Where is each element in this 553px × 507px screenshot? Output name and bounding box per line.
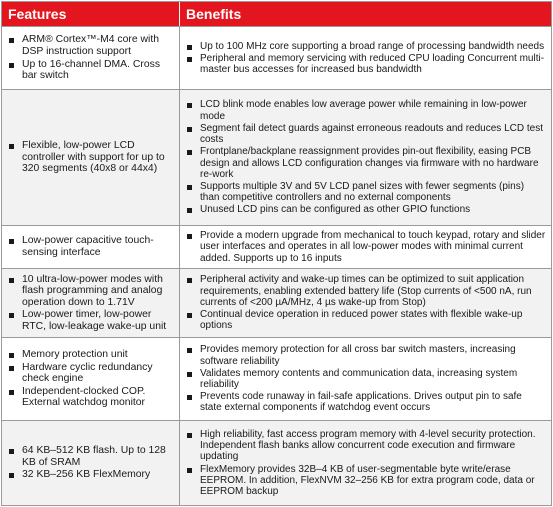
bullet-icon bbox=[9, 278, 14, 283]
bullet-icon bbox=[9, 366, 14, 371]
benefit-item: Continual device operation in reduced power states with flexible wake-up options bbox=[186, 309, 546, 331]
bullet-icon bbox=[9, 353, 14, 358]
feature-item: 10 ultra-low-power modes with flash programming and analog operation down to 1.71V bbox=[8, 274, 176, 309]
bullet-icon bbox=[187, 234, 192, 239]
benefit-item: Peripheral and memory servicing with reduced CPU loading Concurrent multi-master bus accesses for increased bus bandwidth bbox=[186, 53, 546, 75]
column-divider bbox=[179, 338, 180, 420]
features-cell bbox=[8, 90, 176, 225]
benefit-item: LCD blink mode enables low average power while remaining in low-power mode bbox=[186, 99, 546, 121]
benefit-item: Prevents code runaway in fail-safe applications. Drives output pin to safe state external components if watchdog event occurs bbox=[186, 391, 546, 413]
bullet-icon bbox=[187, 313, 192, 318]
feature-item: Independent-clocked COP. External watchdog monitor bbox=[8, 386, 176, 409]
bullet-icon bbox=[187, 185, 192, 190]
benefit-item: Unused LCD pins can be configured as other GPIO functions bbox=[186, 204, 546, 215]
feature-item: Flexible, low-power LCD controller with support for up to 320 segments (40x8 or 44x4) bbox=[8, 140, 176, 175]
benefit-item: FlexMemory provides 32B–4 KB of user-segmentable byte write/erase EEPROM. In addition, FlexNVM 32–256 KB for extra program code, data or EEPROM backup bbox=[186, 464, 546, 498]
column-divider bbox=[179, 90, 180, 225]
bullet-icon bbox=[187, 348, 192, 353]
bullet-icon bbox=[187, 278, 192, 283]
bullet-icon bbox=[187, 127, 192, 132]
bullet-icon bbox=[187, 468, 192, 473]
bullet-icon bbox=[187, 433, 192, 438]
benefits-cell bbox=[186, 338, 546, 420]
table-row bbox=[2, 420, 551, 505]
table-header bbox=[2, 2, 551, 26]
bullet-icon bbox=[9, 449, 14, 454]
bullet-icon bbox=[9, 144, 14, 149]
benefit-item: Segment fail detect guards against erroneous readouts and reduces LCD test costs bbox=[186, 123, 546, 145]
feature-item: Memory protection unit bbox=[8, 349, 176, 361]
bullet-icon bbox=[187, 57, 192, 62]
feature-item: ARM® Cortex™-M4 core with DSP instruction support bbox=[8, 34, 176, 57]
bullet-icon bbox=[187, 372, 192, 377]
bullet-icon bbox=[187, 150, 192, 155]
benefit-item: High reliability, fast access program memory with 4-level security protection. Independent flash banks allow concurrent code execution and firmware updating bbox=[186, 429, 546, 463]
features-column-header: Features bbox=[8, 6, 67, 22]
feature-item: 64 KB–512 KB flash. Up to 128 KB of SRAM bbox=[8, 445, 176, 468]
benefits-cell bbox=[186, 421, 546, 505]
feature-item: Up to 16-channel DMA. Cross bar switch bbox=[8, 59, 176, 82]
benefit-item: Peripheral activity and wake-up times can be optimized to suit application requirements, enabling extended battery life (Stop currents of <500 nA, run currents of <200 µA/MHz, 4 µs wake-up from Stop) bbox=[186, 274, 546, 308]
bullet-icon bbox=[9, 239, 14, 244]
features-cell bbox=[8, 27, 176, 89]
features-cell bbox=[8, 338, 176, 420]
features-cell bbox=[8, 226, 176, 268]
column-divider bbox=[179, 421, 180, 505]
feature-item: Low-power timer, low-power RTC, low-leakage wake-up unit bbox=[8, 309, 176, 332]
bullet-icon bbox=[9, 63, 14, 68]
features-cell bbox=[8, 269, 176, 337]
feature-item: 32 KB–256 KB FlexMemory bbox=[8, 469, 176, 481]
column-divider bbox=[179, 27, 180, 89]
table-row bbox=[2, 337, 551, 420]
bullet-icon bbox=[9, 313, 14, 318]
benefits-column-header: Benefits bbox=[186, 6, 242, 22]
feature-item: Hardware cyclic redundancy check engine bbox=[8, 362, 176, 385]
features-cell bbox=[8, 421, 176, 505]
benefit-item: Provide a modern upgrade from mechanical to touch keypad, rotary and slider user interfaces and operates in all low-power modes with minimal current added. Supports up to 16 inputs bbox=[186, 230, 546, 264]
bullet-icon bbox=[187, 395, 192, 400]
benefits-cell bbox=[186, 90, 546, 225]
benefit-item: Provides memory protection for all cross bar switch masters, increasing software reliability bbox=[186, 344, 546, 366]
table-row bbox=[2, 89, 551, 225]
benefit-item: Frontplane/backplane reassignment provides pin-out flexibility, easing PCB design and allows LCD configuration changes via firmware with no hardware re-work bbox=[186, 146, 546, 180]
header-divider bbox=[179, 2, 180, 26]
table-row bbox=[2, 26, 551, 89]
feature-item: Low-power capacitive touch-sensing interface bbox=[8, 235, 176, 258]
benefit-item: Supports multiple 3V and 5V LCD panel sizes with fewer segments (pins) than competitive controllers and no external components bbox=[186, 181, 546, 203]
bullet-icon bbox=[9, 473, 14, 478]
benefits-cell bbox=[186, 226, 546, 268]
bullet-icon bbox=[187, 208, 192, 213]
features-benefits-table bbox=[1, 1, 552, 506]
bullet-icon bbox=[9, 38, 14, 43]
benefits-cell bbox=[186, 269, 546, 337]
table-row bbox=[2, 268, 551, 337]
table-row bbox=[2, 225, 551, 268]
bullet-icon bbox=[187, 45, 192, 50]
column-divider bbox=[179, 226, 180, 268]
column-divider bbox=[179, 269, 180, 337]
benefit-item: Validates memory contents and communication data, increasing system reliability bbox=[186, 368, 546, 390]
benefits-cell bbox=[186, 27, 546, 89]
benefit-item: Up to 100 MHz core supporting a broad range of processing bandwidth needs bbox=[186, 41, 546, 52]
bullet-icon bbox=[9, 390, 14, 395]
bullet-icon bbox=[187, 103, 192, 108]
